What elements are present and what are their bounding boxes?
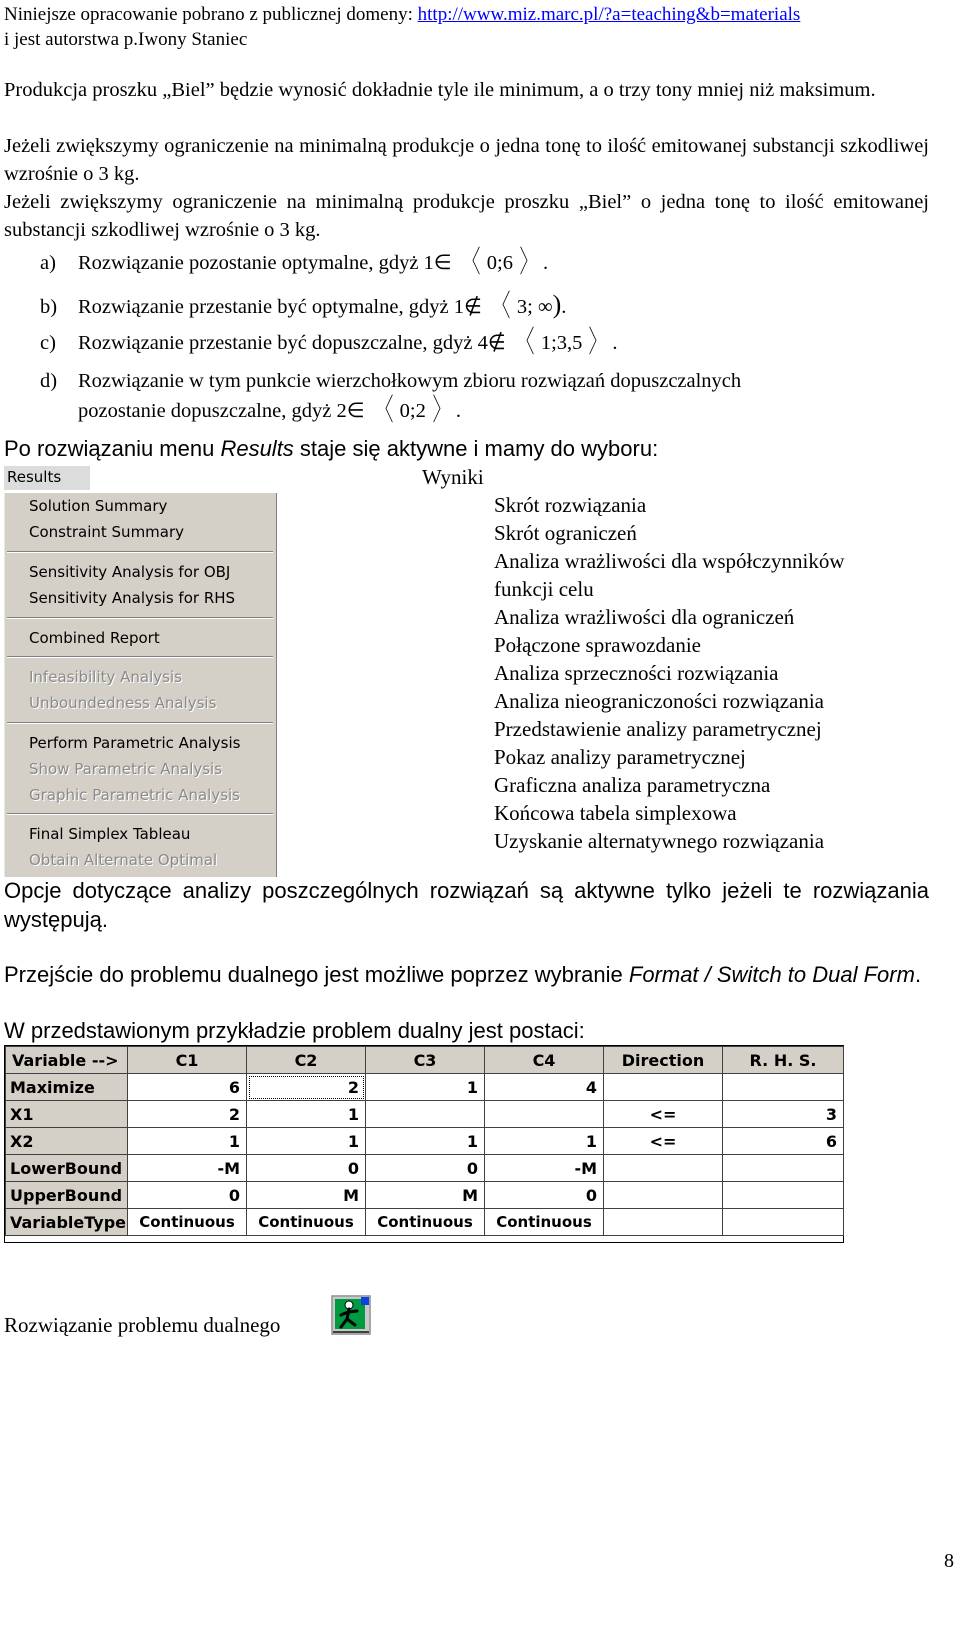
translation-item: Połączone sprawozdanie (494, 633, 701, 657)
results-menu-name: Results (220, 436, 294, 461)
table-cell[interactable]: 3 (723, 1101, 844, 1128)
table-cell[interactable]: 0 (128, 1182, 247, 1209)
list-item-text-2: pozostanie dopuszczalne, gdyż (78, 400, 332, 422)
math-lhs: 4 (477, 332, 488, 354)
menu-separator (7, 656, 273, 658)
table-cell[interactable]: 1 (366, 1074, 485, 1101)
author-line: i jest autorstwa p.Iwony Staniec (4, 29, 248, 50)
table-cell[interactable] (604, 1182, 723, 1209)
math-lhs: 2 (336, 400, 347, 422)
angle-close: 〉 (589, 326, 606, 359)
row-header[interactable]: Maximize (6, 1074, 128, 1101)
table-header-row (6, 1047, 844, 1074)
menu-separator (7, 551, 273, 553)
row-header[interactable]: LowerBound (6, 1155, 128, 1182)
angle-open: 〈 (376, 394, 393, 427)
column-header[interactable]: C1 (128, 1047, 247, 1074)
row-header[interactable]: X1 (6, 1101, 128, 1128)
translation-item: Pokaz analizy parametrycznej (494, 745, 746, 769)
table-cell[interactable] (366, 1101, 485, 1128)
math-range: 3; ∞ (516, 296, 553, 318)
list-item-text: Rozwiązanie w tym punkcie wierzchołkowym zbioru rozwiązań dopuszczalnych (78, 370, 742, 392)
table-cell[interactable] (723, 1074, 844, 1101)
list-item-label: d) (40, 370, 58, 392)
math-range: 0;6 (486, 252, 513, 274)
dual-solution-text: Rozwiązanie problemu dualnego (4, 1313, 281, 1337)
translation-item: Uzyskanie alternatywnego rozwiązania (494, 829, 825, 853)
table-cell[interactable]: 4 (485, 1074, 604, 1101)
table-cell[interactable]: Continuous (128, 1209, 247, 1236)
table-cell[interactable]: M (366, 1182, 485, 1209)
translation-item: Analiza wrażliwości dla współczynników (494, 549, 845, 573)
angle-close: 〉 (432, 394, 450, 427)
paragraph-1: Produkcja proszku „Biel” będzie wynosić dokładnie tyle ile minimum, a o trzy tony mniej niż maksimum. (4, 79, 876, 101)
angle-close: 〉 (519, 246, 537, 279)
source-header (4, 3, 800, 27)
math-end: . (455, 400, 461, 422)
table-cell[interactable]: 1 (247, 1101, 366, 1128)
math-range: 1;3,5 (540, 332, 583, 354)
table-cell[interactable]: 1 (366, 1128, 485, 1155)
math-range: 0;2 (399, 400, 426, 422)
math-relation: ∈ (433, 252, 452, 274)
list-item-text: Rozwiązanie pozostanie optymalne, gdyż (78, 252, 419, 274)
menu-item-infeasibility-analysis: Infeasibility Analysis (29, 668, 182, 686)
dual-intro (4, 960, 929, 989)
results-menu-title[interactable] (4, 466, 90, 490)
paragraph-3: Jeżeli zwiększymy ograniczenie na minimalną produkcje proszku „Biel” o jedna tonę to ilość emitowanej substancji szkodliwej wzrośnie o 3 kg. (4, 191, 929, 241)
list-item-a (40, 246, 920, 279)
source-header-text: Niniejsze opracowanie pobrano z publicznej domeny: (4, 4, 418, 25)
list-item-text: Rozwiązanie przestanie być dopuszczalne, gdyż (78, 332, 473, 354)
paren-close: ) (552, 290, 562, 319)
table-cell[interactable]: 6 (128, 1074, 247, 1101)
dual-intro-prefix: Przejście do problemu dualnego jest możliwe poprzez wybranie (4, 962, 629, 987)
math-relation: ∉ (463, 296, 482, 318)
table-cell[interactable] (723, 1182, 844, 1209)
menu-item-obtain-alternate-optimal: Obtain Alternate Optimal (29, 851, 218, 869)
menu-item-sensitivity-obj[interactable]: Sensitivity Analysis for OBJ (29, 563, 231, 581)
row-header[interactable]: VariableType (6, 1209, 128, 1236)
table-cell[interactable]: 0 (247, 1155, 366, 1182)
column-header[interactable]: C3 (366, 1047, 485, 1074)
translation-item: Analiza wrażliwości dla ograniczeń (494, 605, 795, 629)
dual-menu-path: Format / Switch to Dual Form (628, 962, 915, 987)
table-cell[interactable]: M (247, 1182, 366, 1209)
row-header[interactable]: X2 (6, 1128, 128, 1155)
table-cell[interactable] (604, 1209, 723, 1236)
row-header[interactable]: UpperBound (6, 1182, 128, 1209)
results-dropdown-menu (4, 493, 277, 877)
table-cell[interactable]: Continuous (366, 1209, 485, 1236)
menu-item-sensitivity-rhs[interactable]: Sensitivity Analysis for RHS (29, 589, 236, 607)
column-header[interactable]: Direction (604, 1047, 723, 1074)
table-cell[interactable]: 2 (128, 1101, 247, 1128)
menu-separator (7, 813, 273, 815)
menu-item-combined-report[interactable]: Combined Report (29, 629, 160, 647)
table-row (6, 1101, 844, 1128)
list-item-label: c) (40, 332, 56, 354)
math-end: . (612, 332, 618, 354)
menu-item-perform-parametric[interactable]: Perform Parametric Analysis (29, 734, 241, 752)
menu-separator (7, 617, 273, 619)
table-row (6, 1182, 844, 1209)
page-number: 8 (944, 1550, 954, 1572)
angle-open: 〈 (517, 326, 535, 359)
menu-separator (7, 722, 273, 724)
list-item-label: a) (40, 252, 56, 274)
table-cell[interactable]: 1 (128, 1128, 247, 1155)
menu-item-final-simplex-tableau[interactable]: Final Simplex Tableau (29, 825, 191, 843)
table-cell[interactable]: 1 (247, 1128, 366, 1155)
list-item-d (40, 366, 920, 426)
table-row (6, 1074, 844, 1101)
dual-example-intro: W przedstawionym przykładzie problem dualny jest postaci: (4, 1018, 585, 1043)
dual-problem-grid (4, 1045, 844, 1243)
table-cell[interactable]: -M (485, 1155, 604, 1182)
results-intro-suffix: staje się aktywne i mamy do wyboru: (293, 436, 659, 461)
table-cell[interactable]: <= (604, 1128, 723, 1155)
table-cell[interactable]: 1 (485, 1128, 604, 1155)
paragraph-2: Jeżeli zwiększymy ograniczenie na minimalną produkcje o jedna tonę to ilość emitowanej substancji szkodliwej wzrośnie o 3 kg. (4, 135, 929, 185)
menu-item-unboundedness-analysis: Unboundedness Analysis (29, 694, 217, 712)
math-end: . (542, 252, 549, 274)
menu-item-constraint-summary[interactable]: Constraint Summary (29, 523, 185, 541)
menu-item-solution-summary[interactable]: Solution Summary (29, 497, 168, 515)
table-cell[interactable] (604, 1074, 723, 1101)
table-cell[interactable]: Continuous (247, 1209, 366, 1236)
translation-item: Skrót ograniczeń (494, 521, 637, 545)
table-row (6, 1155, 844, 1182)
table-cell[interactable] (485, 1101, 604, 1128)
table-cell[interactable] (604, 1155, 723, 1182)
column-header[interactable]: R. H. S. (723, 1047, 844, 1074)
list-item-text: Rozwiązanie przestanie być optymalne, gdyż (78, 296, 449, 318)
dual-problem-table (5, 1046, 844, 1236)
options-note: Opcje dotyczące analizy poszczególnych rozwiązań są aktywne tylko jeżeli te rozwiązania występują. (4, 878, 929, 932)
table-cell[interactable]: Continuous (485, 1209, 604, 1236)
results-intro (4, 434, 929, 463)
table-cell[interactable] (723, 1155, 844, 1182)
list-item-label: b) (40, 296, 58, 318)
translation-item: Skrót rozwiązania (494, 493, 647, 517)
math-lhs: 1 (453, 296, 464, 318)
column-header[interactable]: C2 (247, 1047, 366, 1074)
translation-item: funkcji celu (494, 577, 594, 601)
table-cell[interactable]: 0 (485, 1182, 604, 1209)
solve-runner-icon[interactable] (331, 1295, 371, 1335)
dual-intro-suffix: . (914, 962, 922, 987)
translation-item: Przedstawienie analizy parametrycznej (494, 717, 822, 741)
menu-item-graphic-parametric: Graphic Parametric Analysis (29, 786, 240, 804)
menu-item-show-parametric: Show Parametric Analysis (29, 760, 223, 778)
table-cell-selected[interactable]: 2 (247, 1074, 366, 1101)
list-item-b (40, 290, 920, 323)
table-cell[interactable]: <= (604, 1101, 723, 1128)
table-cell[interactable]: -M (128, 1155, 247, 1182)
table-cell[interactable]: 6 (723, 1128, 844, 1155)
table-cell[interactable]: 0 (366, 1155, 485, 1182)
column-header[interactable]: C4 (485, 1047, 604, 1074)
table-cell[interactable] (723, 1209, 844, 1236)
translation-item: Analiza sprzeczności rozwiązania (494, 661, 779, 685)
translation-item: Końcowa tabela simplexowa (494, 801, 737, 825)
column-header: Variable --> (6, 1047, 128, 1074)
math-relation: ∈ (346, 400, 365, 422)
translation-item: Graficzna analiza parametryczna (494, 773, 771, 797)
math-relation: ∉ (487, 332, 506, 354)
table-row (6, 1209, 844, 1236)
math-end: . (561, 296, 567, 318)
list-item-c (40, 326, 920, 359)
source-link[interactable]: http://www.miz.marc.pl/?a=teaching&b=materials (417, 4, 801, 25)
translations-title: Wyniki (422, 465, 484, 489)
results-menu-title-label: Results (7, 468, 62, 486)
angle-open: 〈 (463, 246, 481, 279)
math-lhs: 1 (423, 252, 434, 274)
angle-open: 〈 (493, 290, 511, 323)
results-intro-prefix: Po rozwiązaniu menu (4, 436, 221, 461)
translation-item: Analiza nieograniczoności rozwiązania (494, 689, 825, 713)
table-row (6, 1128, 844, 1155)
